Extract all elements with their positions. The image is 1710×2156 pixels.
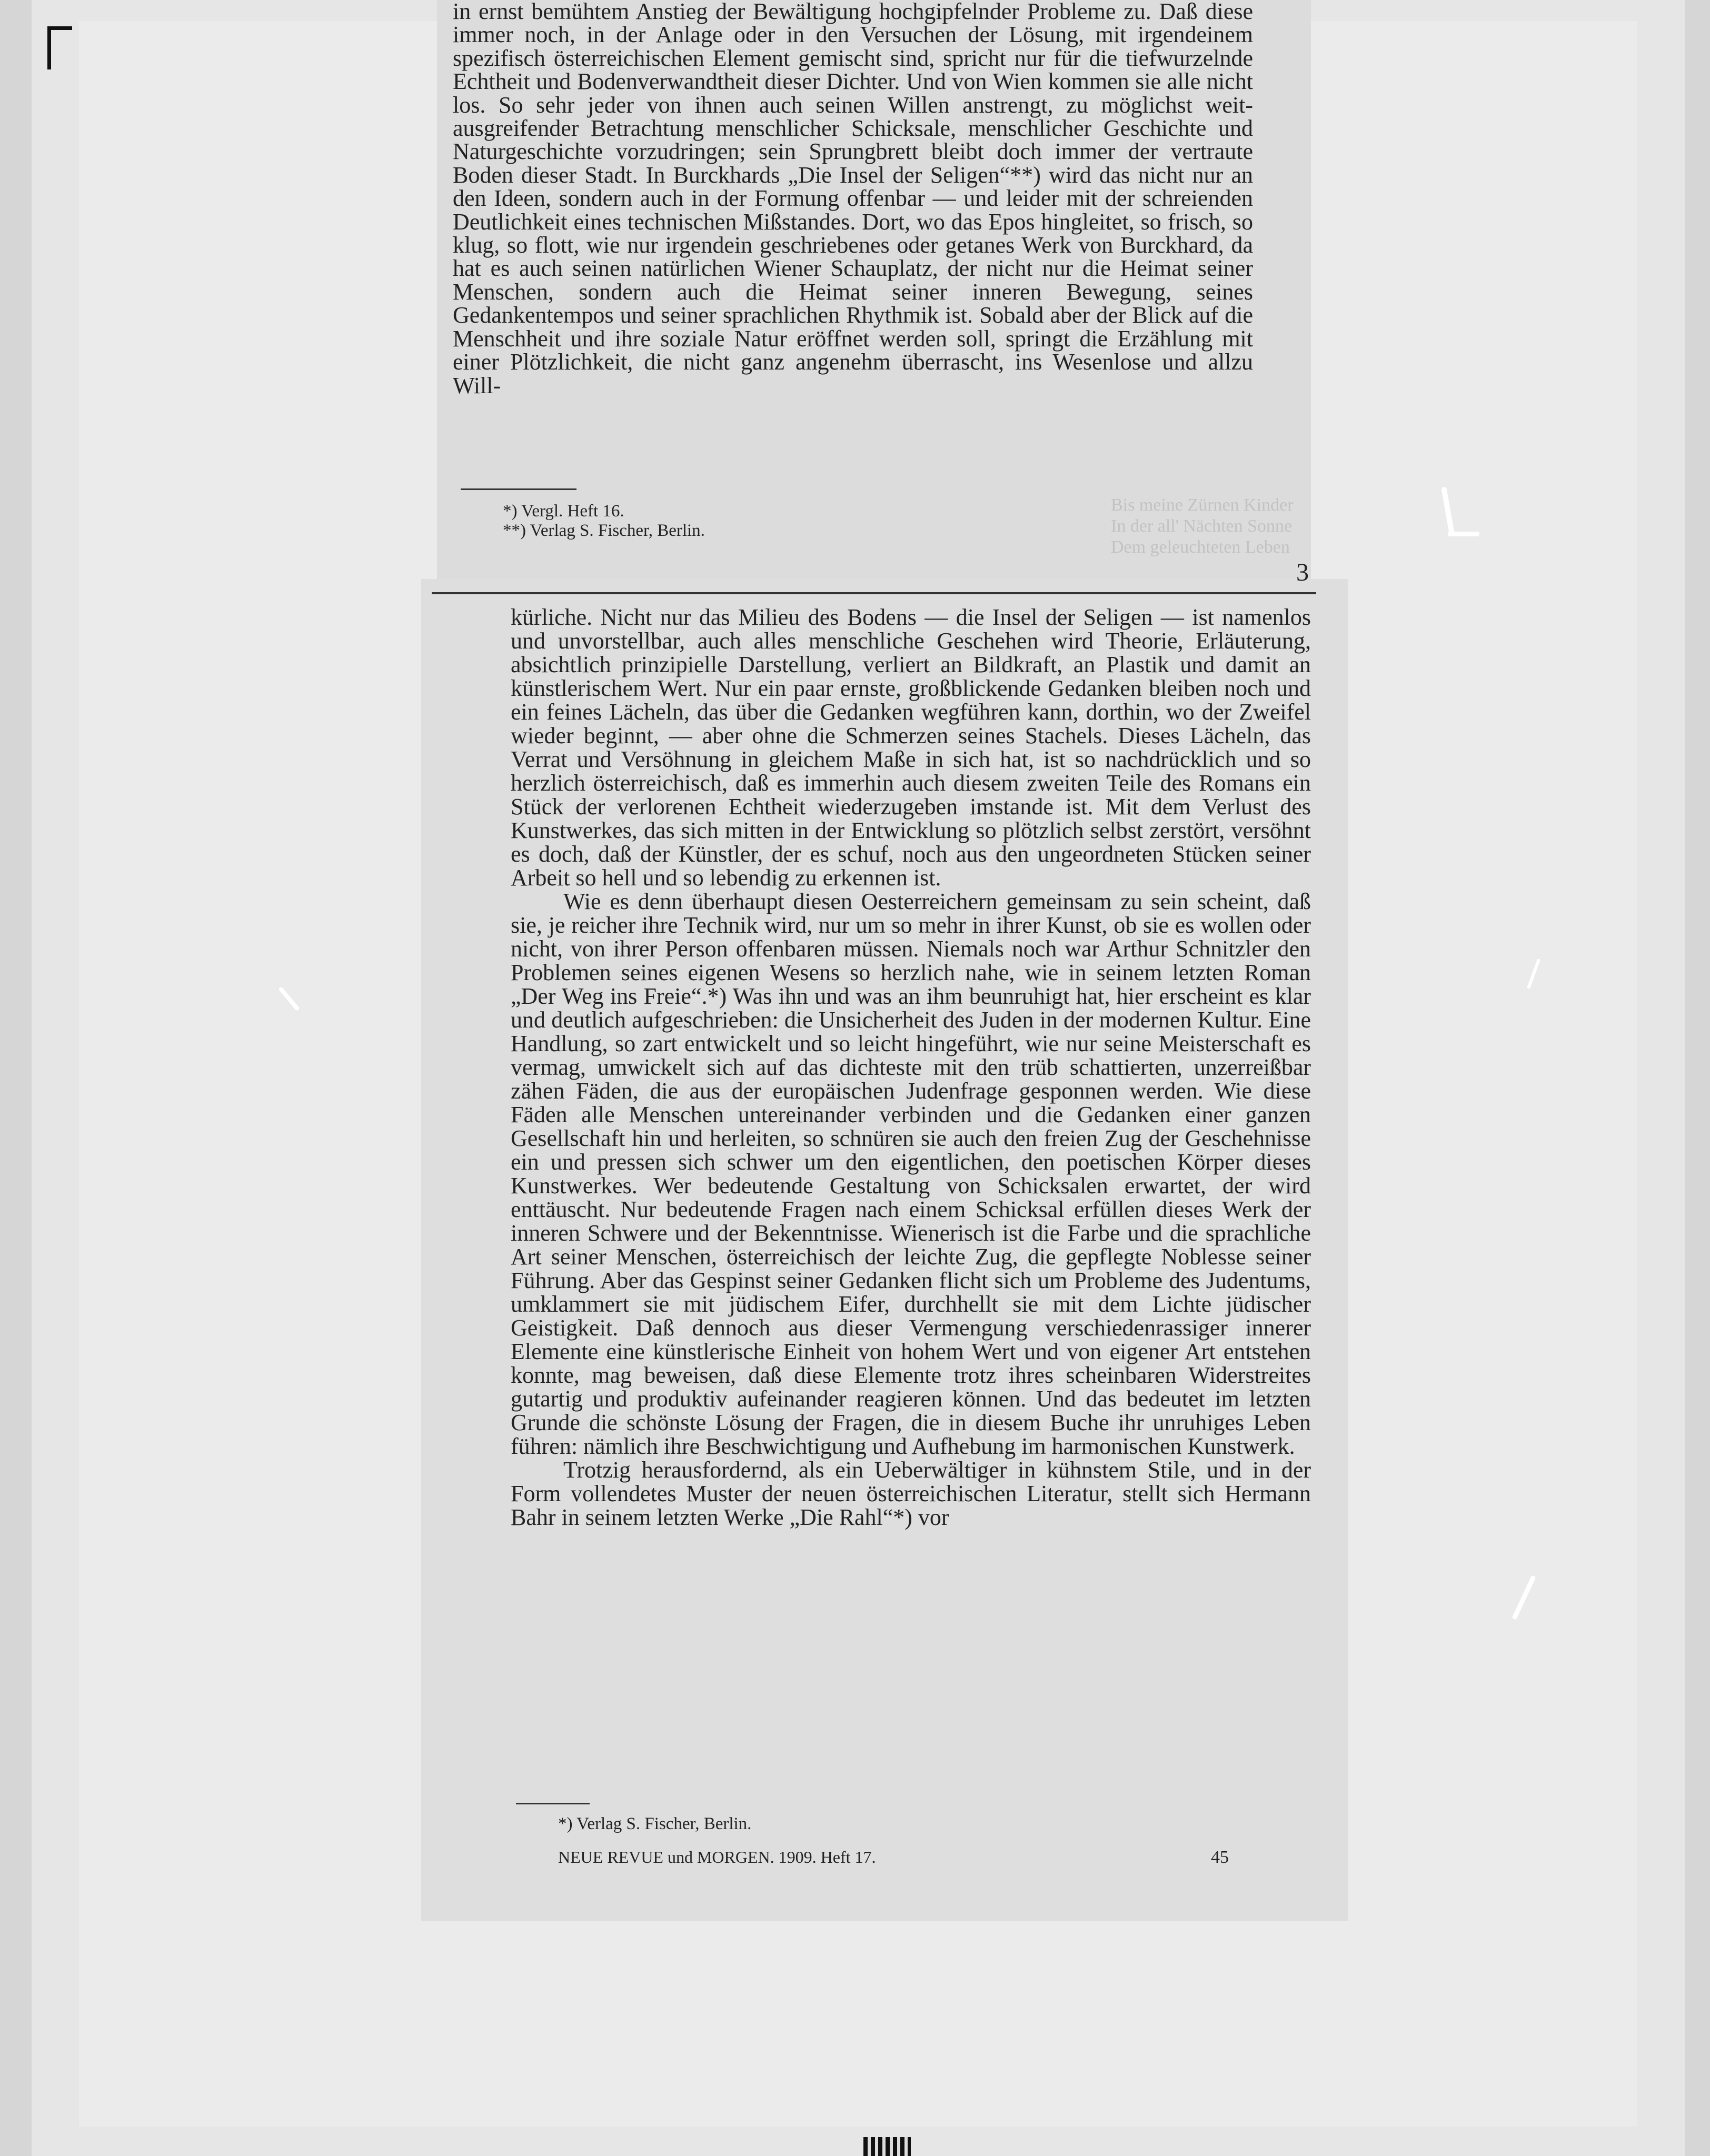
bleed-through-text [1111, 495, 1294, 558]
footnote-rule [461, 488, 576, 490]
page-number: 45 [1211, 1848, 1229, 1867]
paragraph: in ernst bemühtem Anstieg der Bewältigung hochgipfelnder Probleme zu. Daß diese immer noch, in der Anlage oder in den Versuchen der Lösung, mit irgendeinem spezifisch österreichischen Element gemischt sind, spricht nur für die tiefwurzelnde Echtheit und Bodenverwandtheit dieser Dichter. Und von Wien kommen sie alle nicht los. So sehr jeder von ihnen auch seinen Willen anstrengt, zu möglichst weit-ausgreifender Betrachtung menschlicher Schicksale, menschlicher Geschichte und Naturgeschichte vorzudringen; sein Sprungbrett bleibt doch immer der vertraute Boden dieser Stadt. In Burckhards „Die Insel der Seligen“**) wird das nicht nur an den Ideen, sondern auch in der Formung offenbar — und leider mit der schreienden Deutlichkeit eines technischen Mißstandes. Dort, wo das Epos hingleitet, so frisch, so klug, so flott, wie nur irgendein geschriebenes oder getanes Werk von Burckhard, da hat es auch seinen natürlichen Wiener Schauplatz, der nicht nur die Heimat seiner Menschen, sondern auch die Heimat seiner inneren Bewegung, seines Gedankentempos und seiner sprachlichen Rhythmik ist. Sobald aber der Blick auf die Menschheit und ihre soziale Natur eröffnet werden soll, springt die Erzählung mit einer Plötzlichkeit, die nicht ganz angenehm überrascht, ins Wesenlose und allzu Will- [453, 0, 1253, 398]
paragraph: Wie es denn überhaupt diesen Oesterreichern gemeinsam zu sein scheint, daß sie, je reicher ihre Technik wird, nur um so mehr in ihrer Kunst, ob sie es wollen oder nicht, von ihrer Person offenbaren müssen. Niemals noch war Arthur Schnitzler den Problemen seines eigenen Wesens so herzlich nahe, wie in seinem letzten Roman „Der Weg ins Freie“.*) Was ihn und was an ihm beunruhigt hat, hier erscheint es klar und deutlich aufgeschrieben: die Unsicherheit des Juden in der modernen Kultur. Eine Handlung, so zart entwickelt und so leicht hingeführt, wie nur seine Meisterschaft es vermag, umwickelt sich auf das dichteste mit den trüb schattierten, unzerreißbar zähen Fäden, die aus der europäischen Judenfrage gesponnen werden. Wie diese Fäden alle Menschen untereinander verbinden und die Gedanken einer ganzen Gesellschaft hin und herleiten, so schnüren sie auch den freien Zug der Geschehnisse ein und pressen sich schwer um den eigentlichen, den poetischen Körper dieses Kunstwerkes. Wer bedeutende Gestaltung von Schicksalen erwartet, der wird enttäuscht. Nur bedeutende Fragen nach einem Schicksal erfüllen dieses Werk der inneren Schwere und der Bekenntnisse. Wienerisch ist die Farbe und die sprachliche Art seiner Menschen, österreichisch der leichte Zug, die gepflegte Noblesse seiner Führung. Aber das Gespinst seiner Gedanken flicht sich um Probleme des Judentums, umklammert sie mit jüdischem Eifer, durchhellt sie mit dem Lichte jüdischer Geistigkeit. Daß dennoch aus dieser Vermengung verschiedenrassiger innerer Elemente eine künstlerische Einheit von hohem Wert und von eigener Art entstehen konnte, mag beweisen, daß diese Elemente trotz ihres scheinbaren Widerstreites gutartig und produktiv aufeinander reagieren können. Und das bedeutet im letzten Grunde die schönste Lösung der Fragen, die in diesem Buche ihr unruhiges Leben führen: nämlich ihre Beschwichtigung und Aufhebung im harmonischen Kunstwerk. [511, 889, 1311, 1459]
scratch-mark [1448, 532, 1479, 536]
footnote-rule [516, 1803, 590, 1804]
footnote: *) Vergl. Heft 16. [503, 502, 624, 521]
footnote: **) Verlag S. Fischer, Berlin. [503, 521, 705, 540]
footnote: *) Verlag S. Fischer, Berlin. [558, 1814, 752, 1833]
bleed-line: Bis meine Zürnen Kinder [1111, 495, 1294, 515]
article-column-top [453, 0, 1253, 397]
film-edge-mark [863, 2137, 911, 2156]
paragraph: Trotzig herausfordernd, als ein Ueberwältiger in kühnstem Stile, und in der Form vollendetes Muster der neuen österreichischen Literatur, stellt sich Hermann Bahr in seinem letzten Werke „Die Rahl“*) vor [511, 1457, 1311, 1530]
crop-corner-mark [47, 26, 72, 69]
journal-footer: NEUE REVUE und MORGEN. 1909. Heft 17. [558, 1848, 876, 1866]
bleed-line: In der all' Nächten Sonne [1111, 516, 1293, 536]
page-number: 3 [1296, 558, 1309, 586]
paragraph: kürliche. Nicht nur das Milieu des Bodens — die Insel der Seligen — ist namenlos und unvorstellbar, auch alles menschliche Geschehen wird Theorie, Erläuterung, absichtlich prinzipielle Darstellung, verliert an Bildkraft, an Plastik und damit an künstlerischem Wert. Nur ein paar ernste, großblickende Gedanken bleiben noch und ein feines Lächeln, das über die Gedanken wegführen kann, dorthin, wo der Zweifel wieder beginnt, — aber ohne die Schmerzen seines Stachels. Dieses Lächeln, das Verrat und Versöhnung in gleichem Maße in sich hat, ist so nachdrücklich und so herzlich österreichisch, daß es immerhin auch diesem zweiten Teile des Romans ein Stück der verlorenen Echtheit wiederzugeben imstande ist. Mit dem Verlust des Kunstwerkes, das sich mitten in der Entwicklung so plötzlich selbst zerstört, versöhnt es doch, daß der Künstler, der es schuf, noch aus den ungeordneten Stücken seiner Arbeit so hell und so lebendig zu erkennen ist. [511, 604, 1311, 891]
bleed-line: Dem geleuchteten Leben [1111, 537, 1290, 557]
page-divider-rule [432, 592, 1316, 594]
article-column-bottom [511, 605, 1311, 1529]
